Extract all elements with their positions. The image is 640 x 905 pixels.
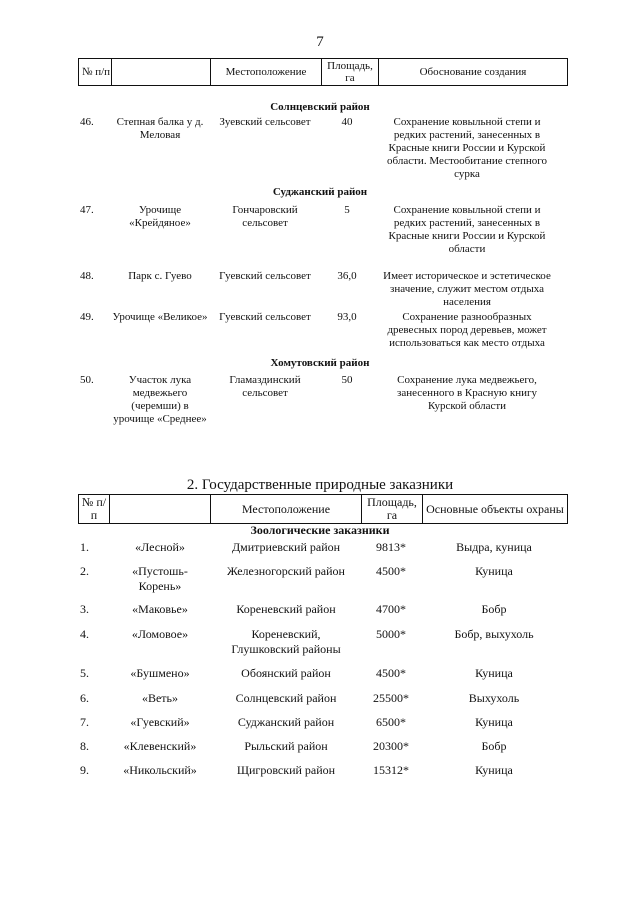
row-location: Солнцевский район — [235, 691, 337, 705]
row-area: 93,0 — [337, 311, 357, 323]
table2-header — [78, 494, 568, 524]
row-area: 4500* — [376, 666, 406, 680]
row-area: 20300* — [373, 739, 409, 753]
group-heading: Зоологические заказники — [250, 523, 390, 537]
row-num: 6. — [80, 691, 89, 705]
row-name: «Маковье» — [132, 602, 188, 616]
row-objects: Выдра, куница — [456, 540, 532, 554]
district-heading: Хомутовский район — [270, 357, 370, 369]
row-name: «Никольский» — [123, 763, 197, 777]
row-area: 5 — [344, 204, 350, 216]
row-num: 4. — [80, 627, 89, 641]
row-objects: Куница — [475, 763, 513, 777]
row-name: «Лесной» — [135, 540, 185, 554]
row-name: «Гуевский» — [130, 715, 190, 729]
row-name: Парк с. Гуево — [128, 270, 192, 282]
row-name: «Ломовое» — [131, 627, 189, 641]
row-name: Участок лука медвежьего (черемши) в урочище «Среднее» — [113, 374, 207, 425]
row-location: Обоянский район — [241, 666, 331, 680]
row-area: 6500* — [376, 715, 406, 729]
row-num: 3. — [80, 602, 89, 616]
header-num: № п/п — [81, 66, 111, 78]
row-location: Гламаздинский сельсовет — [229, 374, 301, 399]
header-location: Местоположение — [241, 502, 331, 516]
row-objects: Бобр, выхухоль — [454, 627, 534, 641]
row-objects: Бобр — [481, 739, 507, 753]
row-num: 49. — [80, 311, 94, 323]
row-num: 2. — [80, 564, 89, 578]
row-objects: Куница — [475, 715, 513, 729]
row-area: 50 — [341, 374, 353, 386]
row-basis: Сохранение разнообразных древесных пород деревьев, может использоваться как место отдыха — [387, 311, 547, 349]
header-area: Площадь, га — [327, 60, 373, 84]
header-name-empty — [112, 59, 210, 85]
row-area: 4500* — [376, 564, 406, 578]
row-num: 1. — [80, 540, 89, 554]
header-location: Местоположение — [225, 66, 307, 78]
row-area: 36,0 — [337, 270, 357, 282]
row-name: «Веть» — [141, 691, 179, 705]
header-basis: Обоснование создания — [419, 66, 527, 78]
section-title: 2. Государственные природные заказники — [186, 477, 454, 493]
district-heading: Солнцевский район — [270, 101, 370, 113]
row-name: «Пустошь-Корень» — [132, 564, 188, 593]
row-objects: Куница — [475, 564, 513, 578]
row-num: 5. — [80, 666, 89, 680]
row-location: Кореневский район — [236, 602, 336, 616]
row-objects: Куница — [475, 666, 513, 680]
header-area: Площадь, га — [367, 495, 417, 522]
row-area: 15312* — [373, 763, 409, 777]
district-heading: Суджанский район — [272, 186, 368, 198]
row-location: Щигровский район — [236, 763, 336, 777]
row-area: 5000* — [376, 627, 406, 641]
row-basis: Имеет историческое и эстетическое значение, служит местом отдыха населения — [383, 270, 551, 308]
page-number: 7 — [316, 34, 324, 50]
row-location: Рыльский район — [244, 739, 328, 753]
row-location: Гуевский сельсовет — [219, 311, 311, 323]
header-num: № п/п — [81, 495, 107, 522]
row-num: 48. — [80, 270, 94, 282]
row-location: Суджанский район — [237, 715, 335, 729]
row-location: Кореневский, Глушковский районы — [231, 627, 341, 656]
row-num: 47. — [80, 204, 94, 216]
row-num: 9. — [80, 763, 89, 777]
row-name: Урочище «Великое» — [112, 311, 208, 323]
row-basis: Сохранение ковыльной степи и редких растений, занесенных в Красные книги России и Курской области. Местообитание степного сурка — [387, 116, 547, 180]
row-num: 7. — [80, 715, 89, 729]
row-area: 40 — [341, 116, 353, 128]
row-location: Железногорский район — [227, 564, 345, 578]
row-objects: Бобр — [481, 602, 507, 616]
row-num: 8. — [80, 739, 89, 753]
row-name: «Клевенский» — [123, 739, 197, 753]
row-location: Дмитриевский район — [231, 540, 341, 554]
row-location: Гуевский сельсовет — [219, 270, 311, 282]
row-basis: Сохранение ковыльной степи и редких растений, занесенных в Красные книги России и Курской области — [388, 204, 546, 255]
row-location: Зуевский сельсовет — [219, 116, 311, 128]
header-objects: Основные объекты охраны — [426, 501, 564, 516]
row-objects: Выхухоль — [468, 691, 520, 705]
row-area: 9813* — [376, 540, 406, 554]
row-location: Гончаровский сельсовет — [232, 204, 298, 229]
row-area: 4700* — [376, 602, 406, 616]
header-name-empty — [110, 495, 210, 523]
row-area: 25500* — [373, 691, 409, 705]
row-name: «Бушмено» — [130, 666, 190, 680]
row-basis: Сохранение лука медвежьего, занесенного в Красную книгу Курской области — [397, 374, 537, 412]
table1-header — [78, 58, 568, 86]
row-num: 50. — [80, 374, 94, 386]
row-num: 46. — [80, 116, 94, 128]
row-name: Степная балка у д. Меловая — [116, 116, 204, 141]
row-name: Урочище «Крейдяное» — [129, 204, 191, 229]
